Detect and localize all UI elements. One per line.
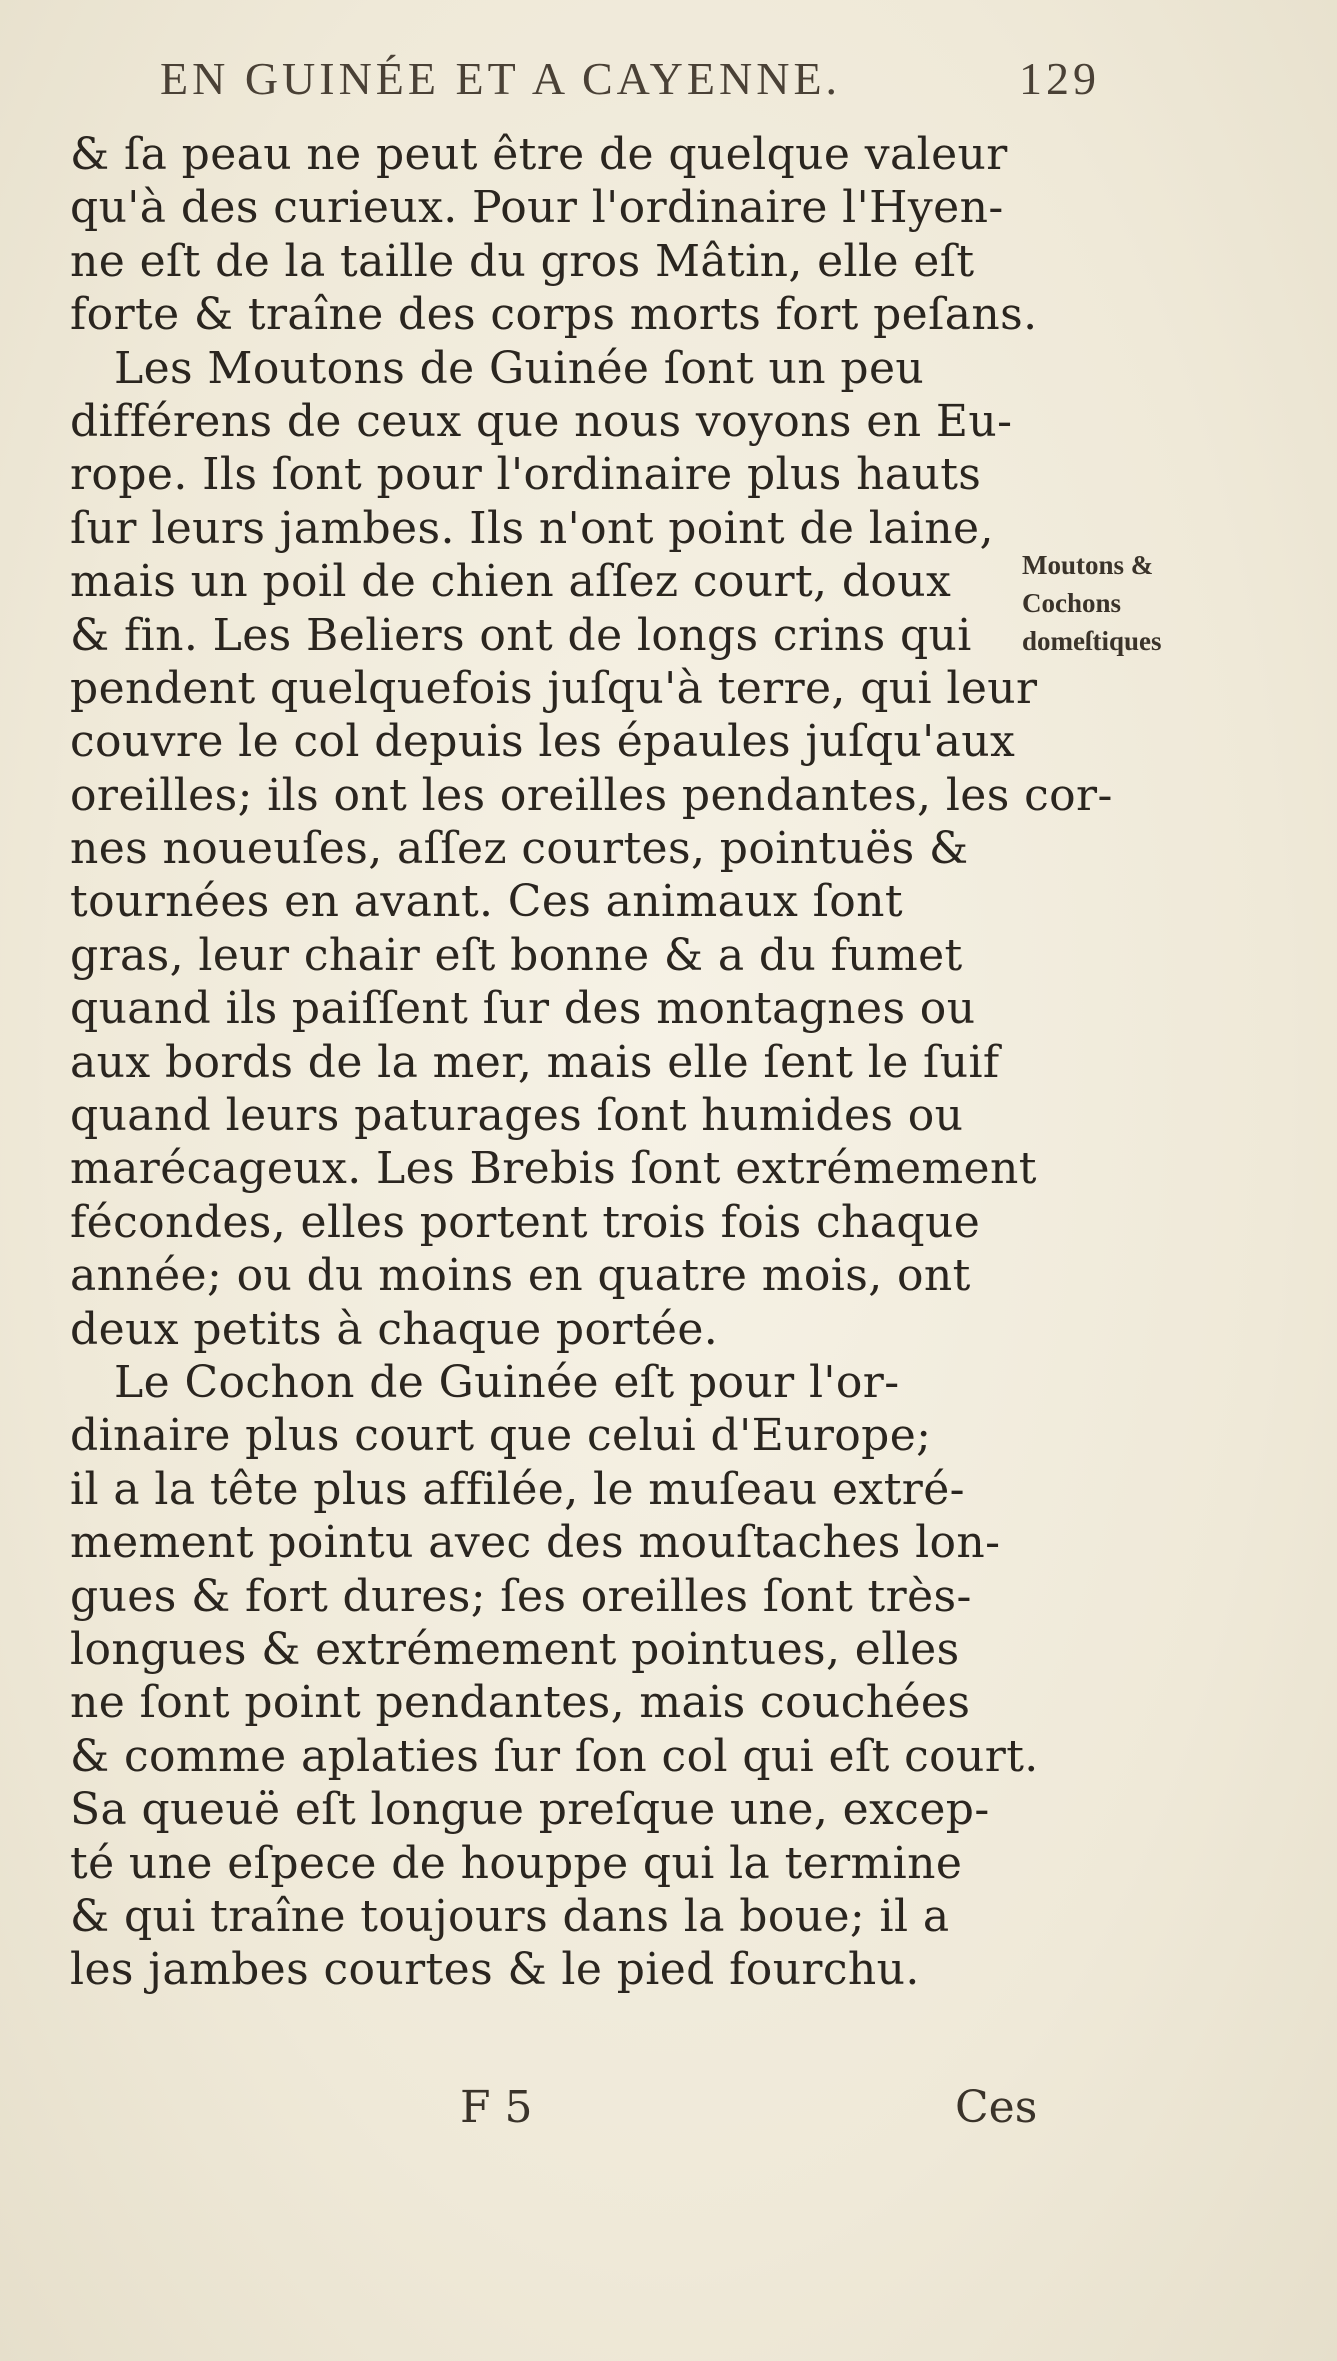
- text-line: il a la tête plus affilée, le muſeau extré-: [70, 1463, 965, 1515]
- page-number: 129: [1019, 53, 1100, 104]
- text-line: aux bords de la mer, mais elle ſent le ſuif: [70, 1036, 1000, 1088]
- text-line: fécondes, elles portent trois fois chaque: [70, 1196, 981, 1248]
- text-line: & qui traîne toujours dans la boue; il a: [70, 1890, 950, 1942]
- text-line: tournées en avant. Ces animaux ſont: [70, 876, 904, 928]
- text-line: Le Cochon de Guinée eſt pour l'or-: [114, 1356, 900, 1408]
- text-line: gues & fort dures; ſes oreilles ſont très-: [70, 1570, 972, 1622]
- text-line: qu'à des curieux. Pour l'ordinaire l'Hyen-: [70, 182, 1004, 234]
- running-title: EN GUINÉE ET A CAYENNE.: [160, 53, 842, 104]
- text-line: ſur leurs jambes. Ils n'ont point de laine,: [70, 502, 994, 554]
- signature-mark: F 5: [460, 2082, 533, 2133]
- marginal-note-line: Cochons: [1022, 588, 1122, 618]
- text-line: nes noueuſes, aſſez courtes, pointuës &: [70, 823, 969, 875]
- catchword: Ces: [955, 2082, 1038, 2133]
- text-line: les jambes courtes & le pied fourchu.: [70, 1944, 920, 1996]
- text-line: ne ſont point pendantes, mais couchées: [70, 1677, 971, 1729]
- text-line: deux petits à chaque portée.: [70, 1303, 719, 1355]
- text-line: forte & traîne des corps morts fort peſans.: [70, 289, 1038, 341]
- text-line: & fin. Les Beliers ont de longs crins qui: [70, 609, 972, 661]
- text-line: gras, leur chair eſt bonne & a du fumet: [70, 929, 963, 981]
- text-line: & comme aplaties ſur ſon col qui eſt court.: [70, 1730, 1039, 1782]
- text-line: oreilles; ils ont les oreilles pendantes, les cor-: [70, 769, 1113, 821]
- text-line: mement pointu avec des mouſtaches lon-: [70, 1517, 1001, 1569]
- page-header: [160, 52, 1100, 112]
- text-line: quand leurs paturages ſont humides ou: [70, 1090, 964, 1142]
- marginal-note-line: domeſtiques: [1022, 626, 1162, 656]
- text-line: année; ou du moins en quatre mois, ont: [70, 1250, 971, 1302]
- text-line: Sa queuë eſt longue preſque une, excep-: [70, 1784, 990, 1836]
- marginal-note-line: Moutons &: [1022, 550, 1154, 580]
- text-line: té une eſpece de houppe qui la termine: [70, 1837, 963, 1889]
- text-line: rope. Ils ſont pour l'ordinaire plus hauts: [70, 449, 982, 501]
- text-line: dinaire plus court que celui d'Europe;: [70, 1410, 932, 1462]
- page-footer: [460, 2082, 1060, 2142]
- text-line: & ſa peau ne peut être de quelque valeur: [70, 129, 1008, 180]
- text-line: marécageux. Les Brebis ſont extrémement: [70, 1143, 1037, 1195]
- text-line: couvre le col depuis les épaules juſqu'aux: [70, 716, 1016, 768]
- text-line: ne eſt de la taille du gros Mâtin, elle eſt: [70, 235, 975, 287]
- text-line: longues & extrémement pointues, elles: [70, 1623, 960, 1675]
- marginal-note: [1022, 546, 1322, 660]
- text-line: pendent quelquefois juſqu'à terre, qui leur: [70, 662, 1038, 714]
- text-line: différens de ceux que nous voyons en Eu-: [70, 395, 1013, 447]
- text-line: quand ils paiſſent ſur des montagnes ou: [70, 983, 976, 1035]
- text-line: mais un poil de chien aſſez court, doux: [70, 556, 952, 608]
- text-line: Les Moutons de Guinée ſont un peu: [114, 342, 925, 394]
